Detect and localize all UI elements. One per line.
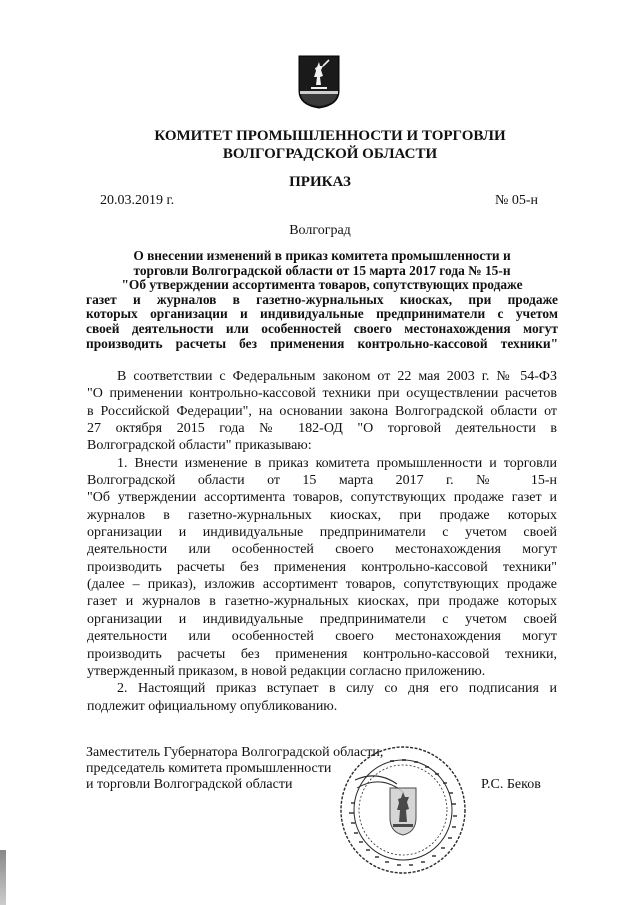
subject-line: газет и журналов в газетно-журнальных киосках, при продаже — [86, 291, 558, 307]
document-type: ПРИКАЗ — [289, 174, 351, 190]
document-date: 20.03.2019 г. — [100, 193, 175, 208]
body-line: В соответствии с Федеральным законом от 22 мая 2003 г. № 54-ФЗ — [117, 369, 557, 384]
signer-position-line: и торговли Волгоградской области — [86, 777, 293, 792]
scan-edge-mark — [0, 850, 6, 905]
body-line: деятельности или особенностей своего местонахождения могут — [87, 629, 557, 645]
document-number: № 05-н — [494, 193, 538, 208]
body-line: в Российской Федерации", на основании закона Волгоградской области от — [87, 403, 557, 419]
body-line: Волгоградской области" приказываю: — [87, 438, 312, 454]
body-line: подлежит официальному опубликованию. — [87, 698, 338, 714]
body-line: утвержденный приказом, в новой редакции согласно приложению. — [87, 663, 486, 679]
organization-name — [120, 127, 540, 163]
body-line: производить расчеты без применения контрольно-кассовой техники" — [87, 559, 557, 575]
subject-line: производить расчеты без применения контрольно-кассовой техники" — [86, 335, 558, 351]
document-subject — [86, 249, 558, 351]
body-line: 27 октября 2015 года № 182-ОД "О торговой деятельности в — [87, 421, 557, 437]
signer-position-line: Заместитель Губернатора Волгоградской области, — [86, 745, 384, 760]
body-line: деятельности или особенностей своего местонахождения могут — [87, 542, 557, 558]
document-city: Волгоград — [289, 223, 351, 238]
official-seal-icon — [337, 740, 469, 876]
body-line: 1. Внести изменение в приказ комитета промышленности и торговли — [117, 455, 557, 471]
body-line: Волгоградской области от 15 марта 2017 г. № 15-н — [87, 473, 557, 489]
coat-of-arms-icon — [298, 55, 340, 109]
subject-line: торговли Волгоградской области от 15 марта 2017 года № 15-н — [133, 262, 511, 278]
body-line: организации и индивидуальные предприниматели с учетом своей — [87, 525, 557, 541]
body-line: организации и индивидуальные предприниматели с учетом своей — [87, 611, 557, 627]
body-line: журналов в газетно-журнальных киосках, при продаже которых — [87, 507, 557, 523]
body-line: производить расчеты без применения контрольно-кассовой техники, — [87, 646, 557, 662]
body-line: "Об утверждении ассортимента товаров, сопутствующих продаже газет и — [87, 490, 557, 506]
subject-line: которых организации и индивидуальные предприниматели с учетом — [86, 306, 558, 322]
body-line: газет и журналов в газетно-журнальных киосках, при продаже которых — [87, 594, 557, 610]
body-line: 2. Настоящий приказ вступает в силу со дня его подписания и — [117, 681, 557, 697]
subject-line: "Об утверждении ассортимента товаров, сопутствующих продаже — [121, 277, 523, 293]
document-body — [87, 368, 557, 715]
signer-name: Р.С. Беков — [481, 777, 541, 792]
subject-line: своей деятельности или особенностей своего местонахождения могут — [86, 320, 558, 336]
body-line: "О применении контрольно-кассовой техники при осуществлении расчетов — [87, 386, 557, 402]
subject-line: О внесении изменений в приказ комитета промышленности и — [133, 248, 511, 263]
organization-name-line: ВОЛГОГРАДСКОЙ ОБЛАСТИ — [222, 146, 438, 162]
body-line: (далее – приказ), изложив ассортимент товаров, сопутствующих продаже — [87, 577, 557, 593]
organization-name-line: КОМИТЕТ ПРОМЫШЛЕННОСТИ И ТОРГОВЛИ — [154, 128, 506, 144]
signer-position-line: председатель комитета промышленности — [86, 761, 332, 776]
